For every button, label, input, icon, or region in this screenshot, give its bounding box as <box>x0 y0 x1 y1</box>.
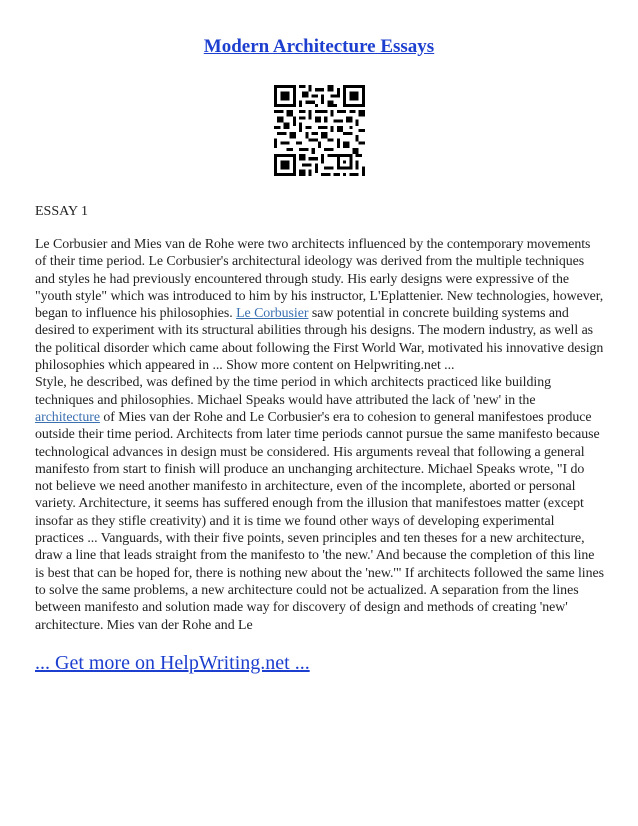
get-more-section <box>35 651 310 675</box>
paragraph-2-text-a: Style, he described, was defined by the time period in which architects practiced like building techniques and philosophies. Michael Speaks would have attributed the lack of 'new' in the <box>35 375 551 408</box>
essay-paragraph-1 <box>35 236 605 374</box>
essay-paragraph-2 <box>35 374 605 633</box>
le-corbusier-link[interactable]: Le Corbusier <box>236 306 309 322</box>
essay-body <box>35 236 605 634</box>
qr-code-icon <box>274 85 365 176</box>
page-title <box>0 36 638 58</box>
title-link[interactable]: Modern Architecture Essays <box>203 36 435 57</box>
paragraph-2-text-b: of Mies van der Rohe and Le Corbusier's era to cohesion to general manifestoes produce outside their time period. Architects from later time periods cannot pursue the same manifesto because technological advances in design must be considered. His arguments reveal that following a general manifesto from start to finish will produce an unchanging architecture. Michael Speaks wrote, "I do not believe we need another manifesto in architecture, even of the incomplete, aborted or personal variety. Architecture, it seems has suffered enough from the illusion that manifestoes matter (except insofar as they stifle creativity) and it is time we found other ways of developing experimental practices ... Vanguards, with their five points, seven principles and ten theses for a new architecture, draw a line that leads straight from the manifesto to 'the new.' And because the completion of this line is best that can be hoped for, there is nothing new about the 'new.'" If architects followed the same lines to solve the same problems, a new architecture could not be actualized. A separation from the lines between manifesto and solution made way for discovery of design and methods of creating 'new' architecture. Mies van der Rohe and Le <box>35 409 604 633</box>
essay-heading: ESSAY 1 <box>35 204 89 219</box>
paragraph-1-text-b: saw potential in concrete building systems and desired to experiment with its structural abilities through his designs. The modern industry, as well as the political disorder which came about following the First World War, motivated his innovative design philosophies which appeared in ... Show more content on Helpwriting.net ... <box>35 306 604 374</box>
get-more-link[interactable]: ... Get more on HelpWriting.net ... <box>35 652 310 674</box>
architecture-link[interactable]: architecture <box>35 409 100 425</box>
paragraph-1-text-a: Le Corbusier and Mies van de Rohe were two architects influenced by the contemporary movements of their time period. Le Corbusier's architectural ideology was derived from the multiple techniques and styles he had previously encountered through study. His early designs were expressive of the "youth style" which was introduced to him by his instructor, L'Eplattenier. New technologies, however, began to influence his philosophies. <box>35 237 604 322</box>
